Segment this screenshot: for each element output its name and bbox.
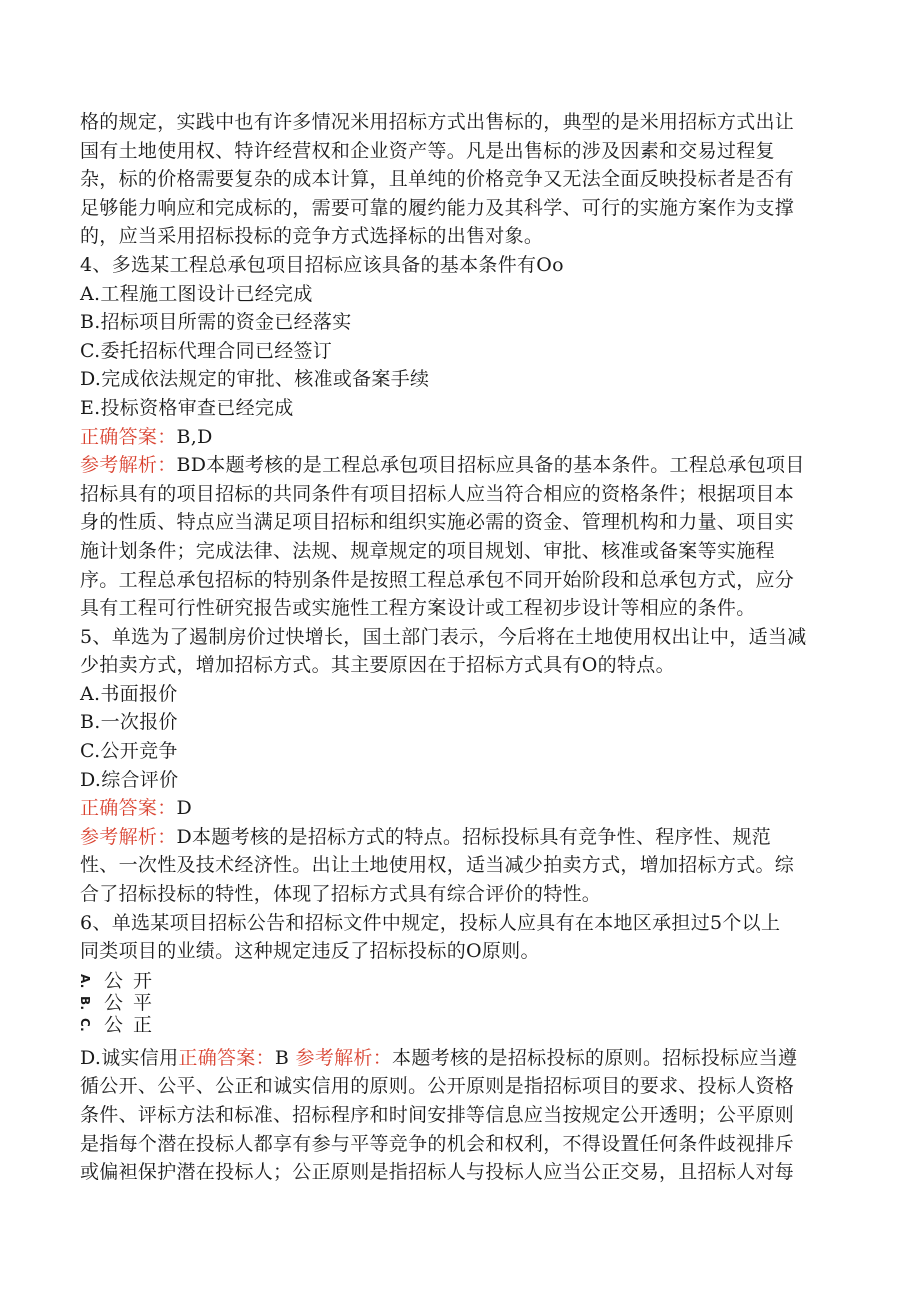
- option-b-text: 公平: [104, 991, 163, 1014]
- text-line: 的，应当采用招标投标的竞争方式选择标的出售对象。: [80, 225, 544, 248]
- answer-value: B,D: [176, 425, 213, 448]
- option-letter-a: A.: [78, 973, 92, 989]
- correct-answer: [80, 794, 840, 823]
- option-letter-b: B.: [78, 995, 92, 1011]
- analysis-line: 是指每个潜在投标人都享有参与平等竞争的机会和权利，不得设置任何条件歧视排斥: [80, 1132, 795, 1155]
- analysis-text: BD本题考核的是工程总承包项目招标应具备的基本条件。工程总承包项目: [176, 454, 805, 477]
- analysis-line: 或偏袒保护潜在投标人；公正原则是指招标人与投标人应当公正交易，且招标人对每: [80, 1161, 795, 1184]
- analysis-label: 参考解析：: [80, 454, 177, 477]
- stacked-option-letters: [80, 970, 98, 1038]
- analysis-line: [80, 451, 840, 480]
- question-text: 同类项目的业绩。这种规定违反了招标投标的O原则。: [80, 940, 540, 963]
- document-body: [80, 108, 840, 1187]
- option-a: A.书面报价: [80, 682, 178, 705]
- answer-label: 正确答案：: [178, 1046, 275, 1069]
- text-line: 杂，标的价格需要复杂的成本计算，且单纯的价格竞争又无法全面反映投标者是否有: [80, 168, 795, 191]
- analysis-line: 招标具有的项目招标的共同条件有项目招标人应当符合相应的资格条件；根据项目本: [80, 482, 795, 505]
- question-text: 少拍卖方式，增加招标方式。其主要原因在于招标方式具有O的特点。: [80, 654, 675, 677]
- question-4: [80, 251, 840, 623]
- analysis-label: 参考解析：: [295, 1046, 393, 1069]
- option-d-answer-line: [80, 1044, 840, 1073]
- question-text: 4、多选某工程总承包项目招标应该具备的基本条件有Oo: [80, 253, 564, 276]
- option-d: D.综合评价: [80, 768, 179, 791]
- option-d: D.诚实信用: [80, 1046, 179, 1069]
- stacked-options: [80, 970, 840, 1038]
- analysis-line: 条件、评标方法和标准、招标程序和时间安排等信息应当按规定公开透明；公平原则: [80, 1104, 795, 1126]
- option-a-text: 公开: [104, 969, 163, 992]
- option-d: D.完成依法规定的审批、核准或备案手续: [80, 368, 430, 391]
- option-b: B.一次报价: [80, 711, 178, 734]
- answer-value: B: [274, 1046, 290, 1069]
- intro-paragraph: [80, 108, 840, 251]
- text-line: 足够能力响应和完成标的，需要可靠的履约能力及其科学、可行的实施方案作为支撑: [80, 196, 795, 219]
- question-5: [80, 623, 840, 909]
- analysis-line: 施计划条件；完成法律、法规、规章规定的项目规划、审批、核准或备案等实施程: [80, 539, 775, 562]
- question-text: 5、单选为了遏制房价过快增长，国土部门表示，今后将在土地使用权出让中，适当减: [80, 625, 807, 648]
- analysis-line: [80, 823, 840, 852]
- analysis-line: 身的性质、特点应当满足项目招标和组织实施必需的资金、管理机构和力量、项目实: [80, 511, 795, 534]
- option-c-text: 公正: [104, 1013, 163, 1036]
- answer-label: 正确答案：: [80, 425, 177, 448]
- analysis-line: 合了招标投标的特性，体现了招标方式具有综合评价的特性。: [80, 883, 602, 906]
- analysis-line: 具有工程可行性研究报告或实施性工程方案设计或工程初步设计等相应的条件。: [80, 597, 756, 620]
- option-a: A.工程施工图设计已经完成: [80, 282, 313, 305]
- question-text: 6、单选某项目招标公告和招标文件中规定，投标人应具有在本地区承担过5个以上: [80, 911, 781, 934]
- stacked-option-texts: [104, 970, 162, 1036]
- text-line: 国有土地使用权、特许经营权和企业资产等。凡是出售标的涉及因素和交易过程复: [80, 139, 775, 162]
- analysis-label: 参考解析：: [80, 825, 177, 848]
- option-c: C.委托招标代理合同已经签订: [80, 339, 333, 362]
- analysis-line: 序。工程总承包招标的特别条件是按照工程总承包不同开始阶段和总承包方式，应分: [80, 568, 795, 591]
- option-letter-c: C.: [78, 1017, 92, 1032]
- answer-label: 正确答案：: [80, 797, 177, 820]
- analysis-text: 本题考核的是招标投标的原则。招标投标应当遵: [392, 1046, 798, 1069]
- question-6: [80, 909, 840, 1187]
- analysis-line: 循公开、公平、公正和诚实信用的原则。公开原则是指招标项目的要求、投标人资格: [80, 1075, 795, 1098]
- answer-value: D: [176, 797, 193, 820]
- option-c: C.公开竞争: [80, 740, 178, 763]
- option-b: B.招标项目所需的资金已经落实: [80, 311, 352, 334]
- option-e: E.投标资格审查已经完成: [80, 396, 294, 419]
- text-line: 格的规定，实践中也有许多情况米用招标方式出售标的，典型的是米用招标方式出让: [80, 111, 795, 133]
- correct-answer: [80, 423, 840, 452]
- analysis-line: 性、一次性及技术经济性。出让土地使用权，适当减少拍卖方式，增加招标方式。综: [80, 854, 795, 877]
- analysis-text: D本题考核的是招标方式的特点。招标投标具有竞争性、程序性、规范: [176, 825, 772, 848]
